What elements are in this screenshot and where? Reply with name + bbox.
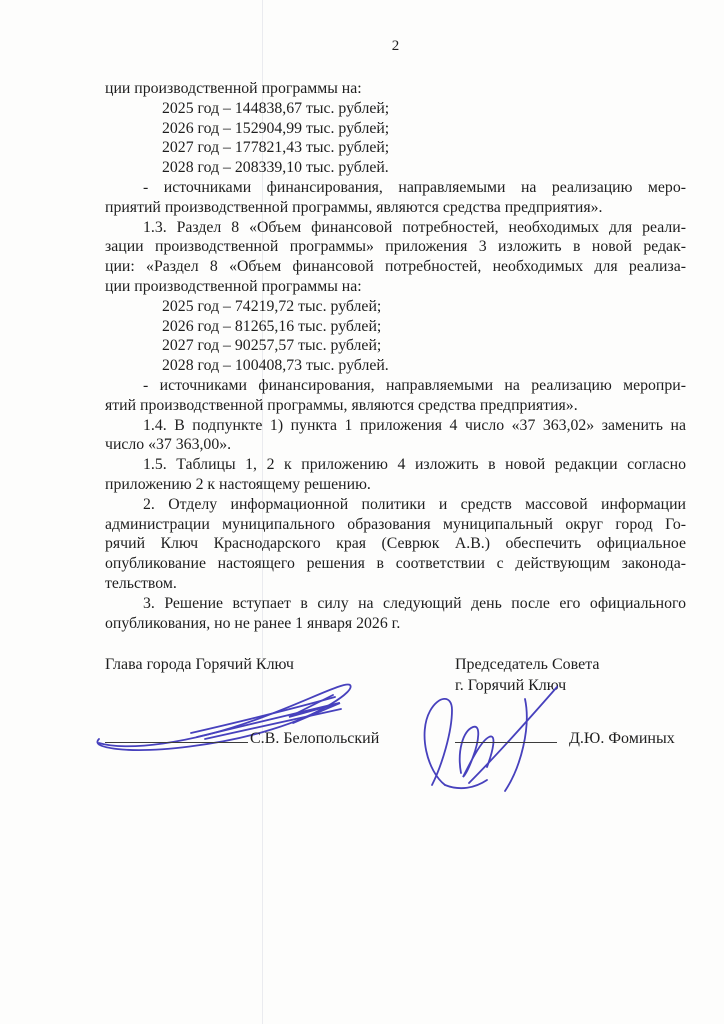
text-line: 2027 год – 177821,43 тыс. рублей; (162, 139, 390, 157)
signature-title-left (105, 655, 415, 676)
text-line: рячий Ключ Краснодарского края (Севрюк А.В.) обеспечить официальное (105, 535, 686, 553)
text-line: ции: «Раздел 8 «Объем финансовой потребностей, необходимых для реализа- (105, 258, 686, 276)
signature-section (105, 655, 686, 825)
text-line: приложению 2 к настоящему решению. (105, 475, 371, 493)
text-line: 2026 год – 152904,99 тыс. рублей; (162, 119, 390, 137)
text-line: опубликования, но не ранее 1 января 2026 г. (105, 614, 401, 632)
text-line: 1.5. Таблицы 1, 2 к приложению 4 изложить в новой редакции согласно (143, 456, 686, 474)
signature-name-row-right (455, 727, 675, 748)
text-line: 2. Отделу информационной политики и средств массовой информации (143, 495, 686, 513)
signature-line-left (105, 727, 248, 743)
signature-block-left (105, 655, 415, 747)
text-line: 1.3. Раздел 8 «Объем финансовой потребностей, необходимых для реали- (143, 218, 686, 236)
text-line: тельством. (105, 574, 177, 592)
signature-name-row-left (105, 727, 379, 748)
text-line: 2026 год – 81265,16 тыс. рублей; (162, 317, 382, 335)
text-line: ции производственной программы на: (105, 80, 362, 97)
signature-title-line: Глава города Горячий Ключ (105, 656, 294, 673)
signature-block-right (455, 655, 686, 747)
signature-title-right (455, 655, 686, 696)
text-line: ции производственной программы на: (105, 277, 362, 295)
text-line: 2025 год – 74219,72 тыс. рублей; (162, 297, 382, 315)
text-line: 2025 год – 144838,67 тыс. рублей; (162, 99, 390, 117)
text-line: 3. Решение вступает в силу на следующий день после его официального (143, 594, 686, 612)
page-number: 2 (391, 38, 400, 54)
signature-line-right (455, 727, 557, 743)
signature-title-line: г. Горячий Ключ (455, 676, 567, 694)
document-body (105, 79, 686, 633)
text-line: 2027 год – 90257,57 тыс. рублей; (162, 337, 382, 355)
text-line: - источниками финансирования, направляемыми на реализацию меро- (143, 178, 686, 196)
signature-name-left: С.В. Белопольский (250, 730, 380, 747)
signature-title-line: Председатель Совета (455, 656, 600, 673)
text-line: число «37 363,00». (105, 436, 232, 454)
signature-name-right: Д.Ю. Фоминых (569, 730, 675, 747)
text-line: ятий производственной программы, являются средства предприятия». (105, 396, 578, 414)
text-line: опубликование настоящего решения в соответствии с действующим законода- (105, 555, 686, 573)
text-line: администрации муниципального образования муниципальный округ город Го- (105, 515, 686, 533)
text-line: 2028 год – 100408,73 тыс. рублей. (162, 357, 389, 375)
text-line: приятий производственной программы, являются средства предприятия». (105, 198, 603, 216)
text-line: 2028 год – 208339,10 тыс. рублей. (162, 159, 389, 177)
text-line: - источниками финансирования, направляемыми на реализацию меропри- (143, 376, 686, 394)
text-line: зации производственной программы» приложения 3 изложить в новой редак- (105, 238, 686, 256)
text-line: 1.4. В подпункте 1) пункта 1 приложения 4 число «37 363,02» заменить на (143, 416, 686, 434)
